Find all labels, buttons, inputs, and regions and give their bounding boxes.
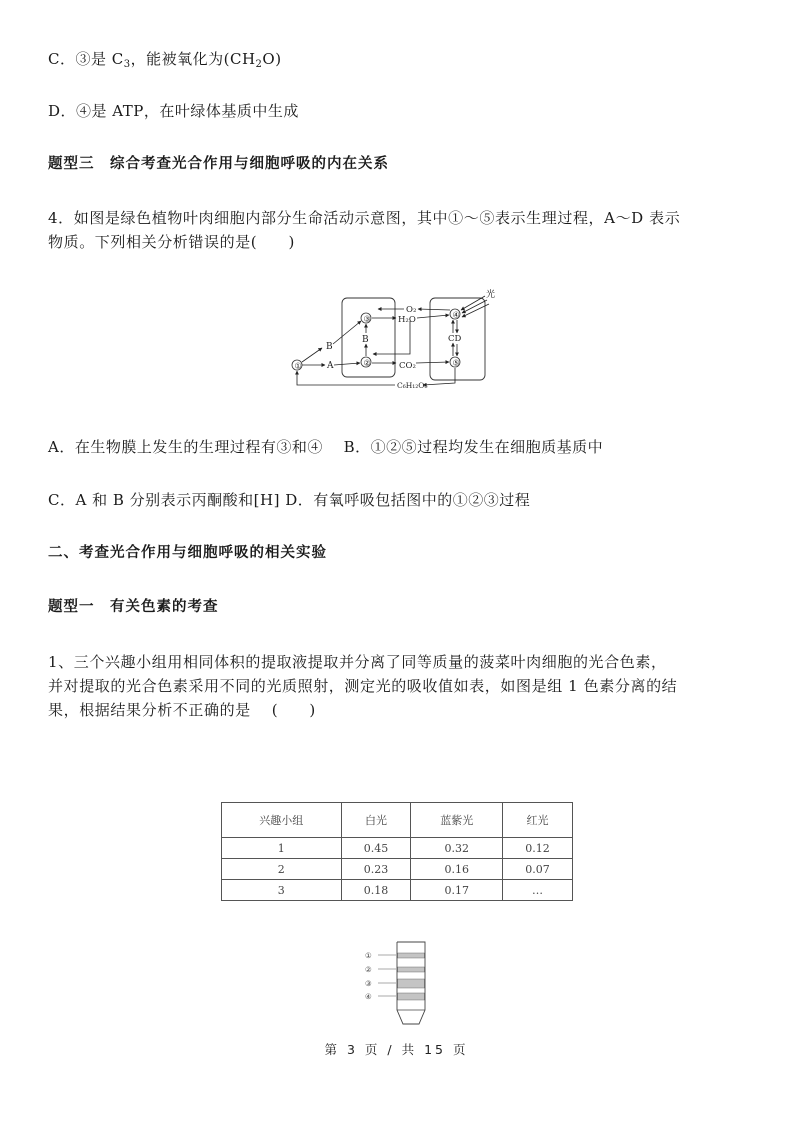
table-cell: 0.32	[411, 838, 503, 859]
node-1: ①	[294, 361, 302, 371]
table-cell: 0.07	[503, 859, 573, 880]
table-cell: 0.45	[341, 838, 411, 859]
table-cell: 2	[222, 859, 342, 880]
label-co2: CO₂	[399, 361, 416, 371]
option-c-text-1: C．③是 C	[48, 50, 124, 68]
table-header: 兴趣小组	[222, 803, 342, 838]
question-1-line-2: 并对提取的光合色素采用不同的光质照射，测定光的吸收值如表，如图是组 1 色素分离的结	[48, 677, 678, 695]
table-cell: …	[503, 880, 573, 901]
question-4-stem	[48, 206, 748, 254]
table-cell: 0.12	[503, 838, 573, 859]
page-number-footer: 第 3 页 / 共 15 页	[324, 1042, 469, 1057]
question-4-options-ab: A．在生物膜上发生的生理过程有③和④ B．①②⑤过程均发生在细胞质基质中	[48, 438, 604, 456]
label-b-left: B	[326, 342, 333, 352]
table-row	[222, 838, 573, 859]
table-header-row	[222, 803, 573, 838]
subscript-3: 3	[123, 59, 131, 70]
table-row	[222, 880, 573, 901]
node-4: ④	[452, 310, 460, 320]
question-4-line-1: 4．如图是绿色植物叶肉细胞内部分生命活动示意图，其中①～⑤表示生理过程，A～D 表示	[48, 209, 681, 227]
label-cd: CD	[448, 334, 462, 344]
table-cell: 0.23	[341, 859, 411, 880]
node-5: ⑤	[452, 358, 460, 368]
table-cell: 0.16	[411, 859, 503, 880]
question-1-line-3: 果，根据结果分析不正确的是 ( )	[48, 701, 316, 719]
option-c-q3	[48, 48, 282, 76]
table-row	[222, 859, 573, 880]
node-2: ②	[363, 358, 371, 368]
label-o2: O₂	[406, 305, 417, 315]
question-1-line-1: 1、三个兴趣小组用相同体积的提取液提取并分离了同等质量的菠菜叶肉细胞的光合色素，	[48, 653, 667, 671]
node-3: ③	[363, 314, 371, 324]
label-h2o: H₂O	[398, 315, 416, 325]
question-1-stem	[48, 650, 748, 722]
band-label-1: ①	[365, 951, 372, 960]
section-2-heading: 二、考查光合作用与细胞呼吸的相关实验	[48, 545, 327, 561]
label-glucose: C₆H₁₂O₆	[397, 381, 428, 390]
option-c-text-2: ，能被氧化为(CH	[130, 50, 256, 68]
table-cell: 1	[222, 838, 342, 859]
subscript-2: 2	[255, 59, 263, 70]
band-label-3: ③	[365, 979, 372, 988]
band-label-4: ④	[365, 992, 372, 1001]
option-d-q3: D．④是 ATP，在叶绿体基质中生成	[48, 102, 299, 120]
table-cell: 3	[222, 880, 342, 901]
label-light: 光	[486, 290, 496, 300]
table-header: 白光	[341, 803, 411, 838]
table-header: 红光	[503, 803, 573, 838]
label-b-mid: B	[362, 335, 369, 345]
table-cell: 0.18	[341, 880, 411, 901]
table-cell: 0.17	[411, 880, 503, 901]
option-c-text-3: O)	[262, 50, 282, 68]
absorption-table	[221, 802, 573, 901]
table-header: 蓝紫光	[411, 803, 503, 838]
cell-process-diagram	[285, 284, 510, 396]
question-4-options-cd: C．A 和 B 分别表示丙酮酸和[H] D．有氧呼吸包括图中的①②③过程	[48, 491, 531, 509]
band-label-2: ②	[365, 965, 372, 974]
section-type3-heading: 题型三 综合考查光合作用与细胞呼吸的内在关系	[48, 156, 389, 172]
chromatography-figure	[355, 938, 435, 1028]
question-4-line-2: 物质。下列相关分析错误的是( )	[48, 233, 295, 251]
label-a: A	[327, 361, 334, 371]
section-type1-heading: 题型一 有关色素的考查	[48, 599, 219, 615]
